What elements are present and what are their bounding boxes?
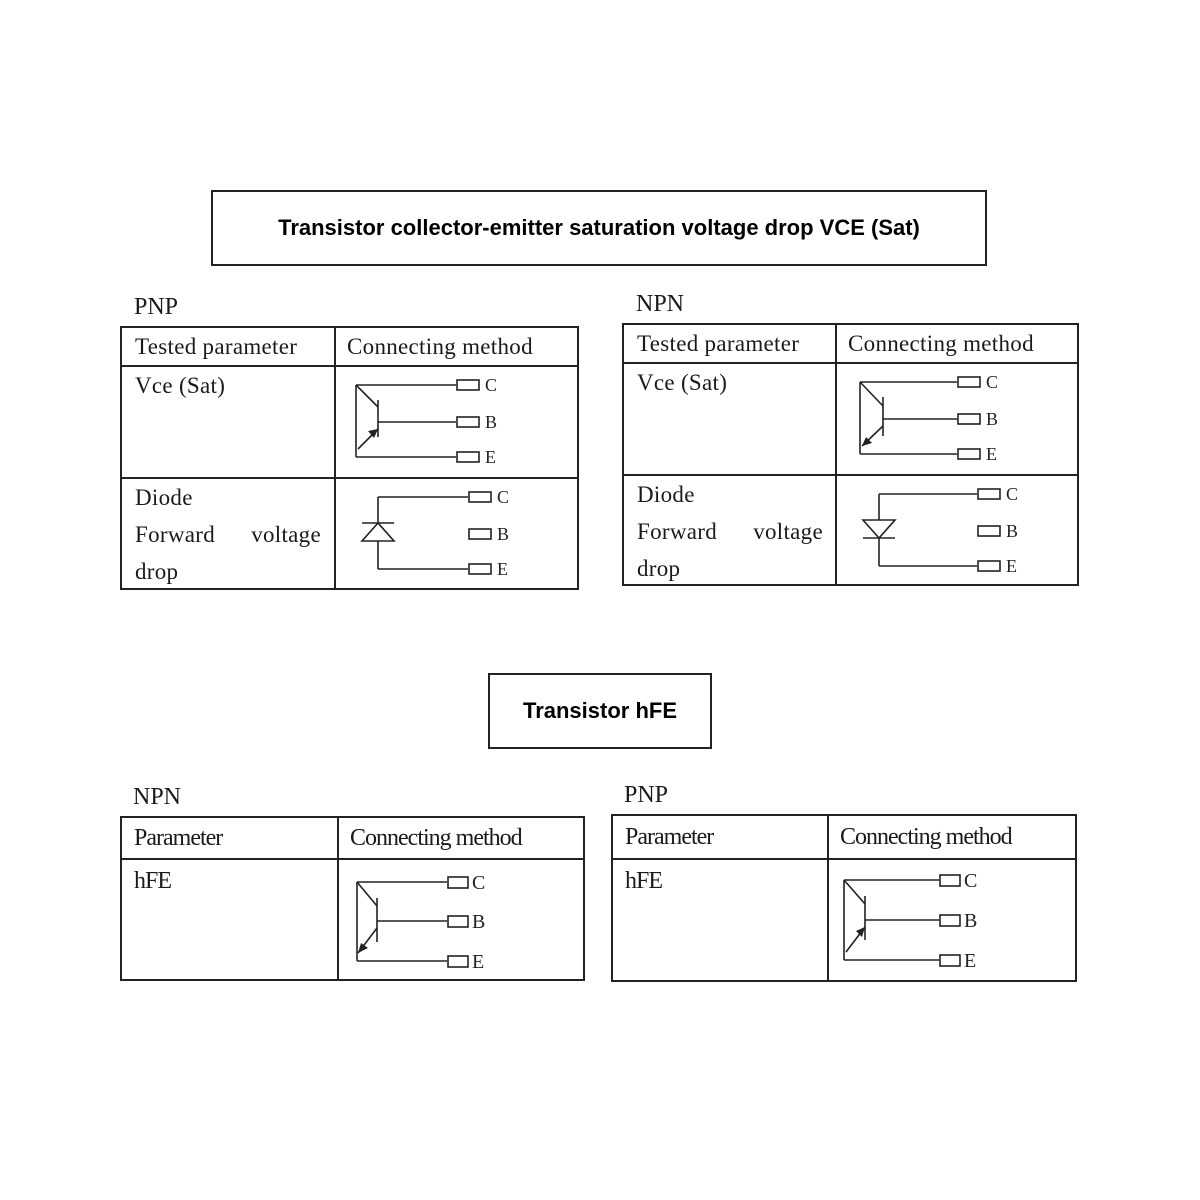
terminal-b-label: B <box>497 524 510 544</box>
hfe-npn-table <box>120 816 585 981</box>
header-parameter: Parameter <box>625 824 714 850</box>
terminal-c-label: C <box>472 872 486 894</box>
parameter-hfe: hFE <box>625 868 663 894</box>
table-row <box>122 365 577 478</box>
table-row <box>624 474 1077 586</box>
terminal-e-label: E <box>964 950 977 972</box>
vce-sat-npn-table <box>622 323 1079 586</box>
section-title-vce-sat: Transistor collector-emitter saturation voltage drop VCE (Sat) <box>211 190 987 266</box>
header-connecting-method: Connecting method <box>350 825 522 851</box>
header-parameter: Tested parameter <box>135 334 298 359</box>
table-row <box>613 858 1075 982</box>
table-header-row <box>122 328 577 366</box>
table-header-row <box>613 816 1075 859</box>
terminal-e-label: E <box>485 447 496 467</box>
pnp-transistor-symbol <box>344 367 534 472</box>
terminal-e-label: E <box>472 951 485 973</box>
header-connecting-method: Connecting method <box>840 824 1012 850</box>
terminal-e-label: E <box>1006 556 1017 576</box>
parameter-diode-forward-voltage-drop: Diode Forward voltage drop <box>135 485 321 584</box>
terminal-c-label: C <box>964 870 978 892</box>
pnp-transistor-circuit <box>837 860 1027 980</box>
table-row <box>122 477 577 590</box>
table-type-label: NPN <box>133 784 182 810</box>
vce-sat-pnp-table <box>120 326 579 590</box>
table-type-label: PNP <box>134 294 179 320</box>
header-connecting-method: Connecting method <box>848 331 1034 356</box>
hfe-pnp-table <box>611 814 1077 982</box>
table-type-label: PNP <box>624 782 669 808</box>
terminal-b-label: B <box>986 409 999 429</box>
table-type-label: NPN <box>636 291 685 317</box>
table-row <box>122 858 583 981</box>
parameter-diode-forward-voltage-drop: Diode Forward voltage drop <box>637 482 823 581</box>
pnp-transistor-circuit <box>344 367 534 472</box>
terminal-c-label: C <box>986 372 999 392</box>
header-connecting-method: Connecting method <box>347 334 533 359</box>
terminal-e-label: E <box>986 444 997 464</box>
diode-symbol <box>845 476 1035 581</box>
terminal-c-label: C <box>497 487 510 507</box>
npn-transistor-circuit <box>845 364 1035 469</box>
pnp-transistor-symbol <box>837 860 1027 980</box>
terminal-b-label: B <box>485 412 498 432</box>
header-parameter: Parameter <box>134 825 223 851</box>
npn-transistor-circuit <box>347 860 537 980</box>
header-parameter: Tested parameter <box>637 331 800 356</box>
diode-symbol <box>344 479 534 584</box>
terminal-c-label: C <box>485 375 498 395</box>
table-header-row <box>122 818 583 859</box>
terminal-b-label: B <box>1006 521 1019 541</box>
diode-circuit <box>845 476 1035 581</box>
section-title-hfe: Transistor hFE <box>488 673 712 749</box>
npn-transistor-symbol <box>347 860 537 980</box>
terminal-b-label: B <box>964 910 978 932</box>
table-row <box>624 362 1077 475</box>
parameter-hfe: hFE <box>134 868 172 894</box>
terminal-e-label: E <box>497 559 508 579</box>
parameter-vce-sat: Vce (Sat) <box>135 373 226 398</box>
table-header-row <box>624 325 1077 363</box>
terminal-b-label: B <box>472 911 486 933</box>
diode-circuit <box>344 479 534 584</box>
terminal-c-label: C <box>1006 484 1019 504</box>
npn-transistor-symbol <box>845 364 1035 469</box>
parameter-vce-sat: Vce (Sat) <box>637 370 728 395</box>
